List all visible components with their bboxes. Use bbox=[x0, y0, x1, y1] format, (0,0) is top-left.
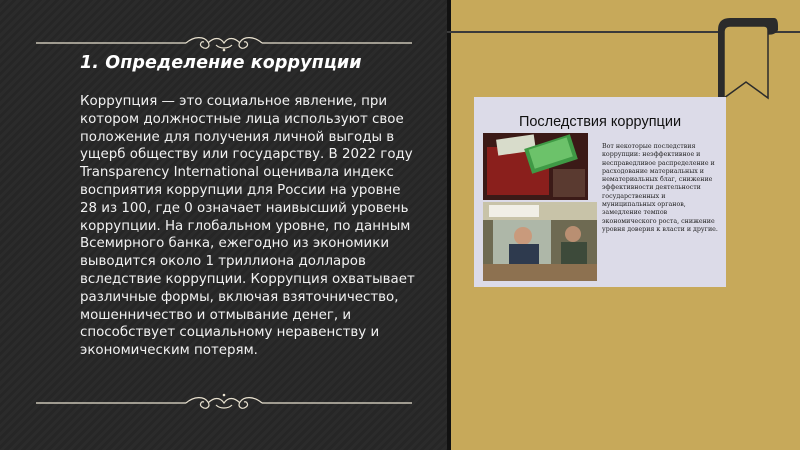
passport-money-photo bbox=[483, 133, 588, 200]
panel-divider bbox=[447, 0, 451, 450]
slide-body-text: Коррупция — это социальное явление, при котором должностные лица используют свое положение для получения личной выгоды в ущерб обществу или государству. В 2022 году Transparency International оценивала индекс восприятия коррупции для России на уровне 28 из 100, где 0 означает наивысший уровень коррупции. На глобальном уровне, по данным Всемирного банка, ежегодно из экономики выводится около 1 триллиона долларов вследствие коррупции. Коррупция охватывает различные формы, включая взяточничество, мошенничество и отмывание денег, и способствует социальному неравенству и экономическим потерям. bbox=[80, 94, 415, 359]
bribe-scene-photo bbox=[483, 202, 597, 281]
consequences-image bbox=[474, 97, 726, 287]
flourish-divider-icon bbox=[36, 33, 412, 53]
ribbon-bookmark-icon bbox=[718, 18, 778, 100]
flourish-divider-icon bbox=[36, 392, 412, 412]
image-caption: Вот некоторые последствия коррупции: неэффективное и несправедливое распределение и расходование материальных и нематериальных благ, снижение эффективности деятельности государственных и муниципальных органов, замедление темпов экономического роста, снижение уровня доверия к власти и другие. bbox=[602, 143, 718, 233]
image-title: Последствия коррупции bbox=[518, 114, 682, 130]
slide-title: 1. Определение коррупции bbox=[80, 53, 362, 73]
